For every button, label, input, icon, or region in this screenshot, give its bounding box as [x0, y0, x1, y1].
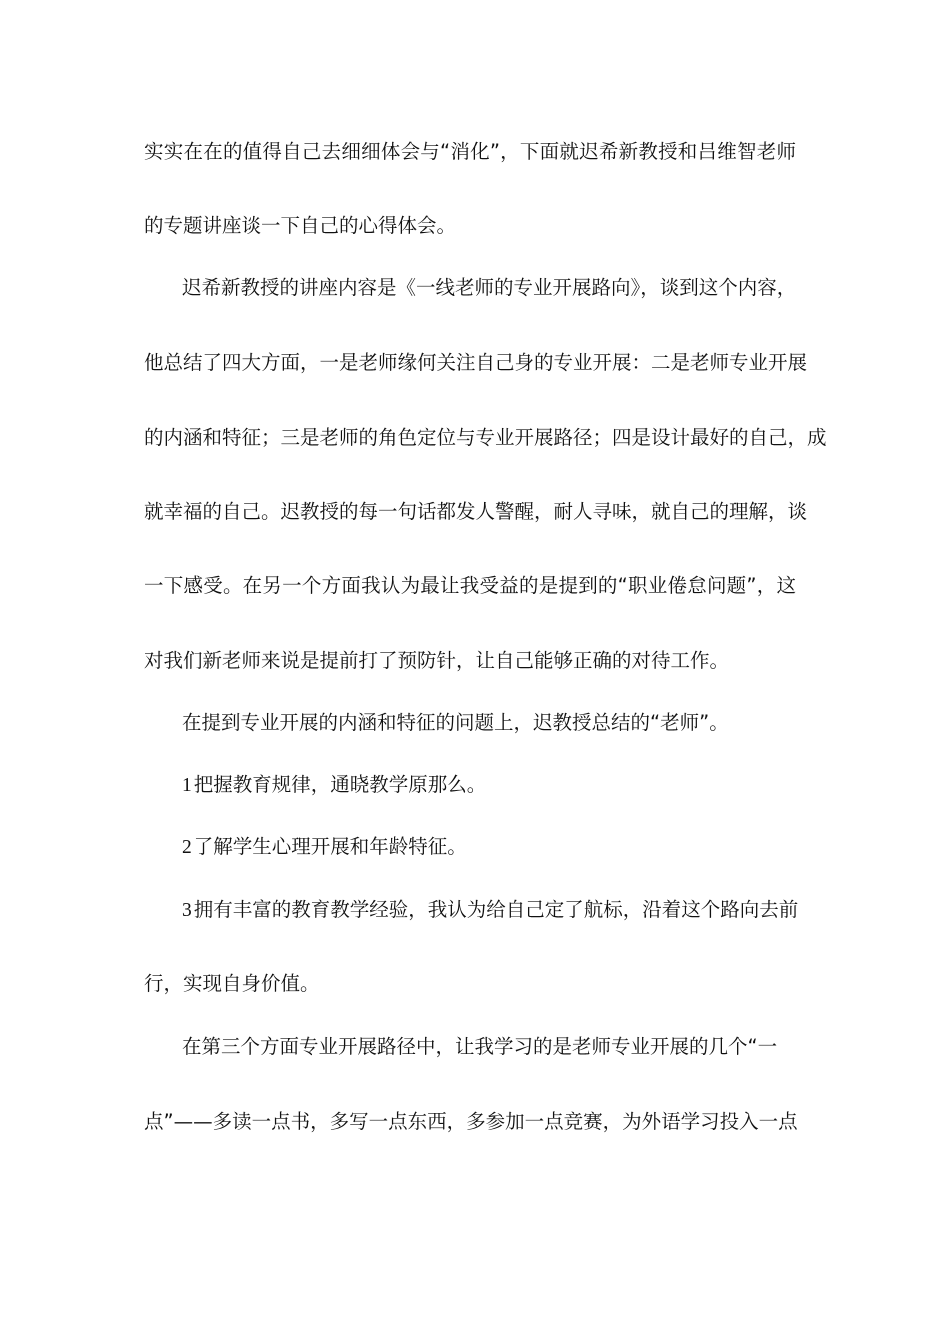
paragraph-line: 他总结了四大方面，一是老师缘何关注自己身的专业开展：二是老师专业开展 — [144, 351, 808, 374]
list-item — [0, 829, 950, 865]
paragraph-line: 迟希新教授的讲座内容是《一线老师的专业开展路向》，谈到这个内容， — [182, 276, 797, 299]
list-item-text: 把握教育规律，通晓教学原那么。 — [193, 773, 487, 796]
paragraph-line: 的专题讲座谈一下自己的心得体会。 — [144, 214, 457, 237]
paragraph-line: 实实在在的值得自己去细细体会与“消化”，下面就迟希新教授和吕维智老师 — [144, 140, 796, 163]
paragraph-line: 一下感受。在另一个方面我认为最让我受益的是提到的“职业倦怠问题”，这 — [144, 574, 796, 597]
list-item-text: 拥有丰富的教育教学经验，我认为给自己定了航标，沿着这个路向去前 — [193, 898, 799, 921]
paragraph-line: 的内涵和特征；三是老师的角色定位与专业开展路径；四是设计最好的自己，成 — [144, 426, 827, 449]
list-item-text: 了解学生心理开展和年龄特征。 — [193, 835, 467, 858]
paragraph-line: 在第三个方面专业开展路径中，让我学习的是老师专业开展的几个“一 — [182, 1035, 778, 1058]
paragraph-line: 行，实现自身价值。 — [144, 972, 320, 995]
paragraph-line: 点”——多读一点书，多写一点东西，多参加一点竞赛，为外语学习投入一点 — [144, 1110, 798, 1133]
list-number: 3 — [182, 900, 192, 921]
paragraph-line: 在提到专业开展的内涵和特征的问题上，迟教授总结的“老师”。 — [182, 711, 729, 734]
paragraph-line: 就幸福的自己。迟教授的每一句话都发人警醒，耐人寻味，就自己的理解，谈 — [144, 500, 808, 523]
list-number: 2 — [182, 837, 192, 858]
list-item — [0, 892, 950, 928]
list-item — [0, 767, 950, 803]
list-number: 1 — [182, 775, 192, 796]
paragraph-line: 对我们新老师来说是提前打了预防针，让自己能够正确的对待工作。 — [144, 649, 730, 672]
